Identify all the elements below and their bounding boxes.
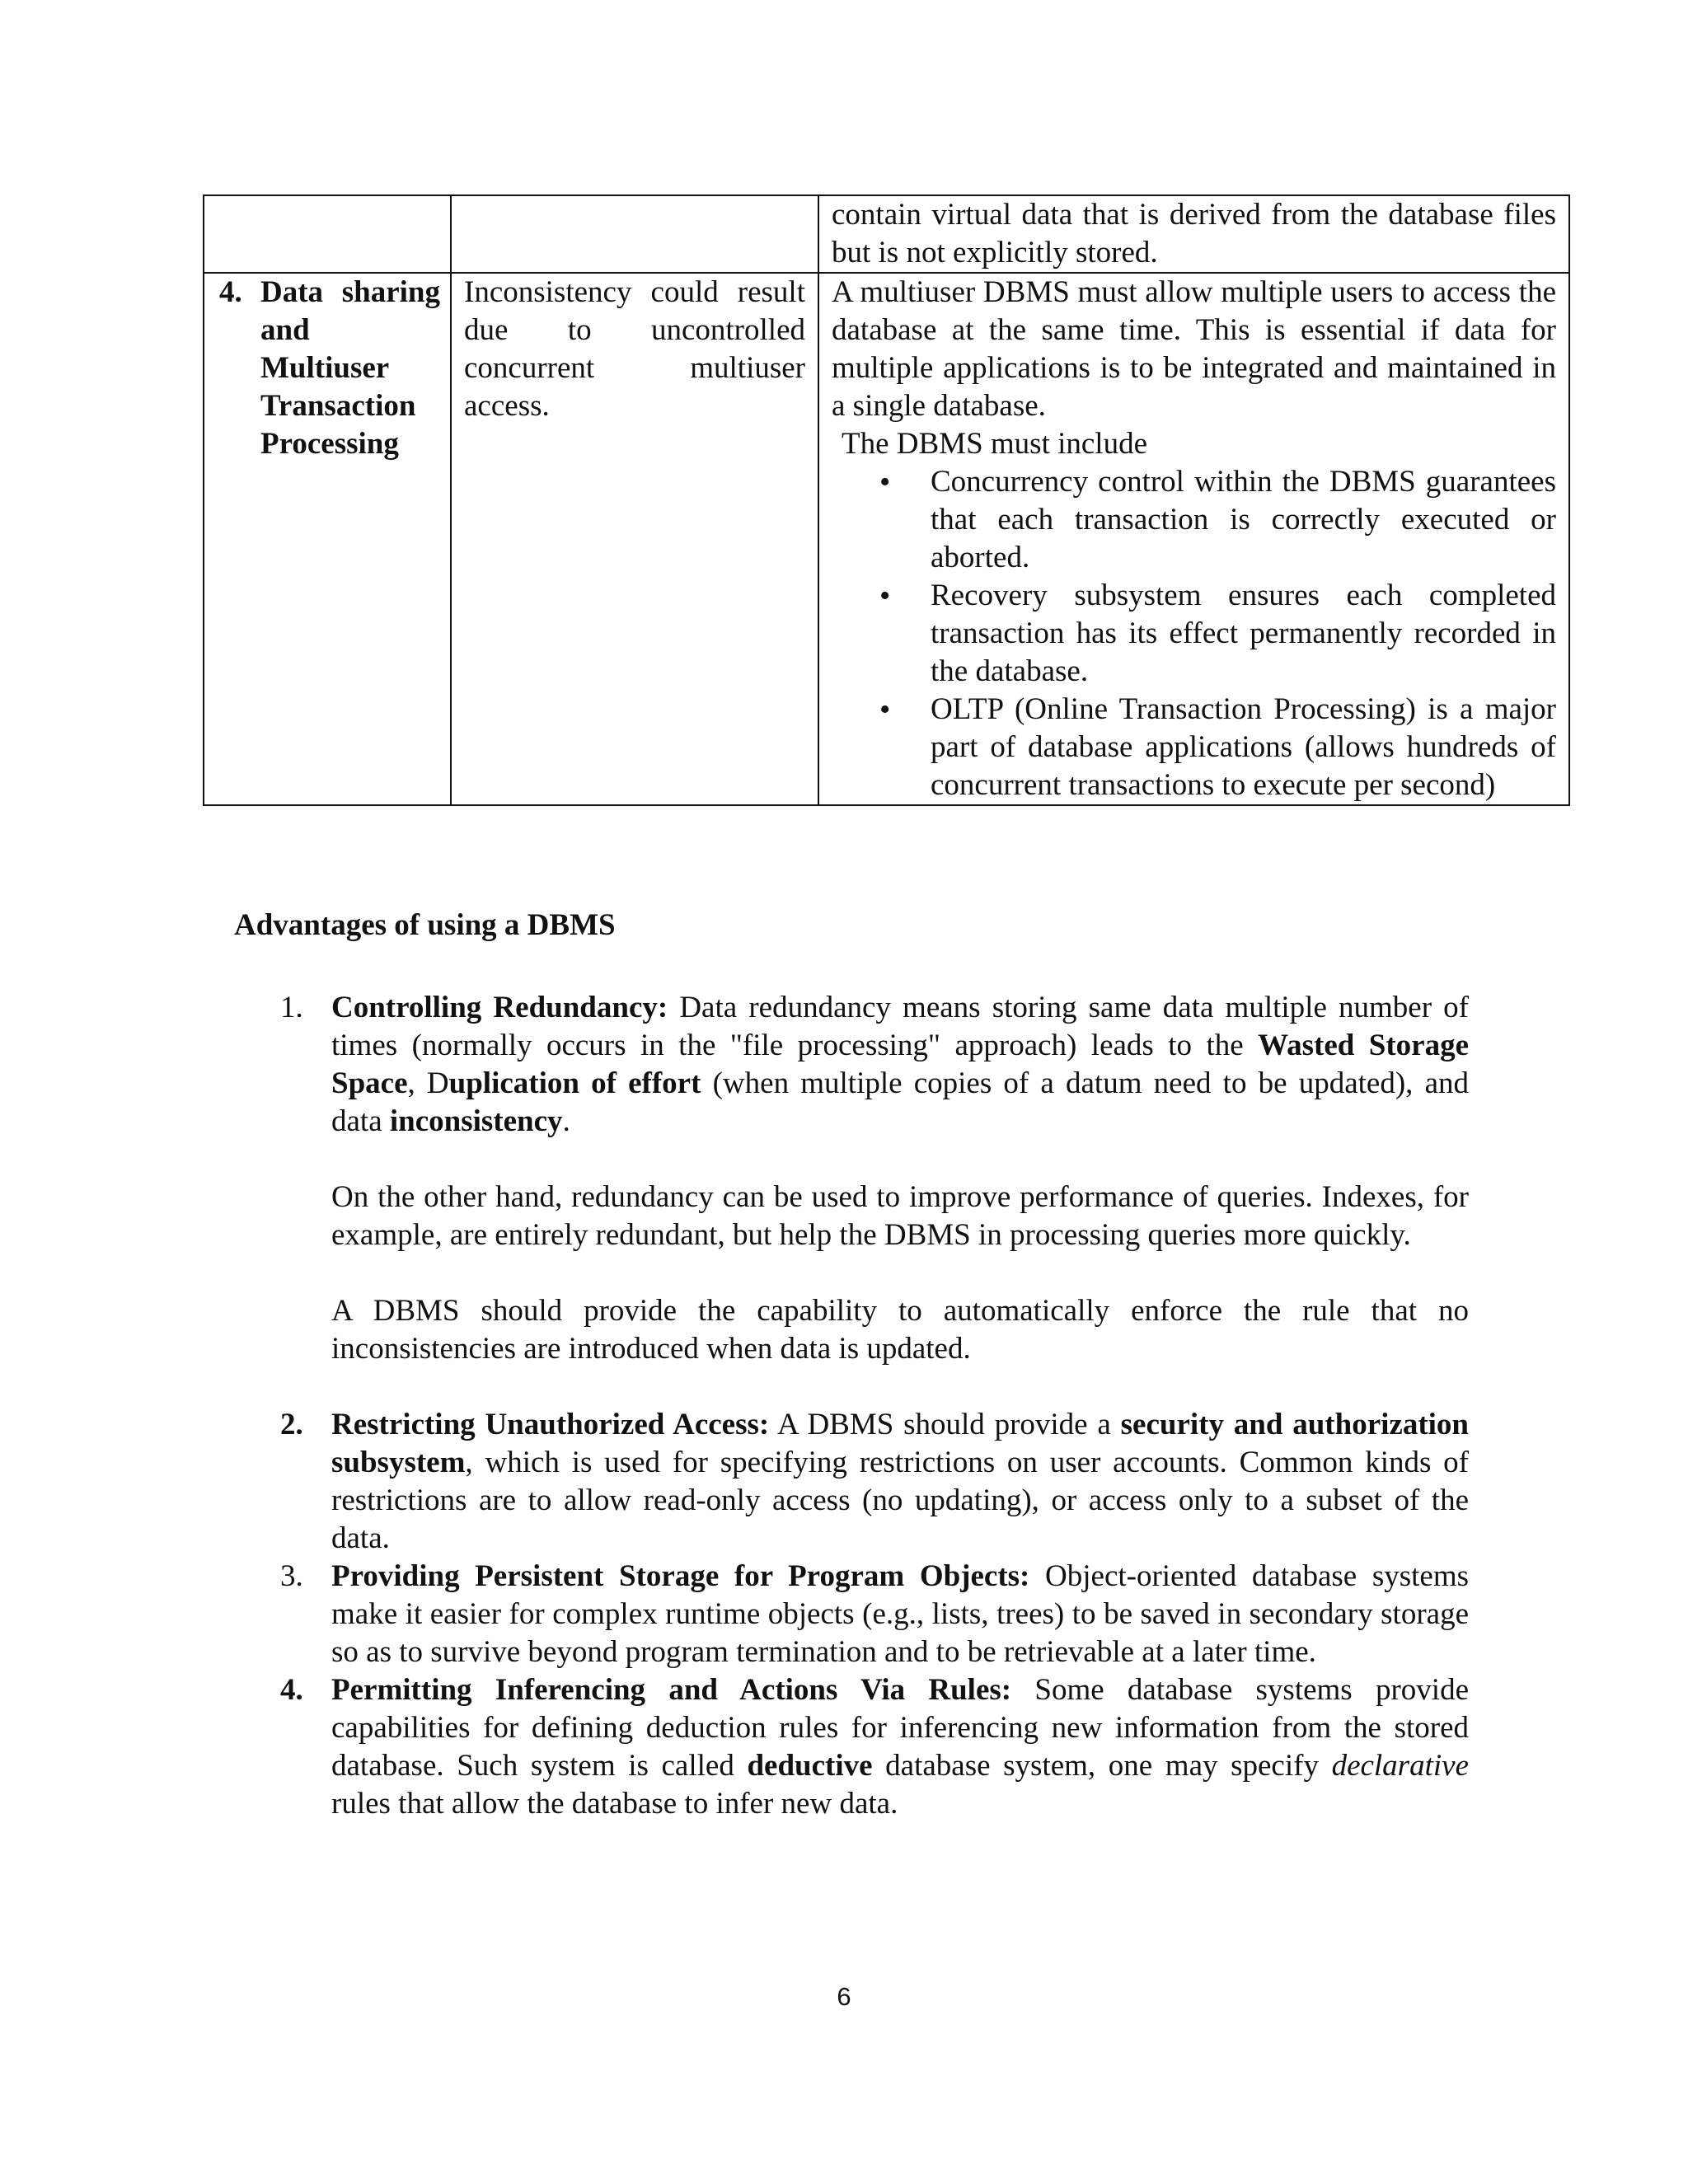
section-title: Advantages of using a DBMS [234,908,616,942]
item-text: A DBMS should provide a [769,1408,1121,1441]
item-title: Providing Persistent Storage for Program Objects: [331,1559,1030,1593]
list-item [280,1558,1470,1671]
item-paragraph: On the other hand, redundancy can be used to improve performance of queries. Indexes, for example, are entirely redundant, but help the DBMS in processing queries more quickly. [331,1180,1469,1252]
list-item: • OLTP (Online Transaction Processing) is a major part of database applications (allows hundreds of concurrent transactions to execute per second) [931,691,1556,804]
item-text: Object-oriented database systems make it easier for complex runtime objects (e.g., lists, trees) to be saved in secondary storage so as to survive beyond program termination and to be retrievable at a later time. [331,1559,1470,1669]
item-paragraph [331,1406,1469,1558]
solution-intro: A multiuser DBMS must allow multiple users to access the database at the same time. This is essential if data for multiple applications is to be integrated and maintained in a single database. [832,275,1556,423]
feature-number: 4. [219,275,242,309]
advantages-list [280,989,1470,1823]
item-text: . [562,1104,570,1138]
bold-term: security and authorization subsystem [331,1408,1469,1479]
item-paragraph [331,989,1469,1141]
item-number: 1. [280,991,303,1024]
list-item [280,1406,1469,1558]
item-text: (when multiple copies of a datum need to be updated), and data [331,1066,1469,1138]
bold-term: W [1258,1029,1287,1062]
table-cell-feature-empty [204,195,451,273]
item-title: Controlling Redundancy: [331,991,668,1024]
problem-text: Inconsistency could result due to uncontrolled concurrent multiuser access. [464,275,805,423]
item-number: 2. [280,1408,303,1441]
item-paragraph [331,1671,1469,1823]
table-cell-solution-continued [818,195,1569,273]
solution-bullet-list [832,463,1556,804]
feature-title: Data sharing and Multiuser Transaction Processing [260,275,440,461]
item-text: rules that allow the database to infer new data. [331,1787,898,1821]
bold-term: asted Storage Space [331,1029,1469,1100]
list-item [280,1671,1469,1823]
table-cell-feature [204,273,451,805]
italic-term: declarative [1331,1749,1469,1783]
table-row [204,195,1569,273]
item-text: , D [407,1066,449,1100]
bold-term: inconsistency [389,1104,563,1138]
bold-term: deductive [747,1749,873,1783]
item-paragraph: A DBMS should provide the capability to automatically enforce the rule that no inconsistencies are introduced when data is updated. [331,1294,1469,1366]
solution-continued-text: contain virtual data that is derived from the database files but is not explicitly stored. [832,198,1556,269]
item-text: , which is used for specifying restrictions on user accounts. Common kinds of restrictions are to allow read-only access (no updating), or access only to a subset of the data. [331,1446,1469,1555]
solution-must-include: The DBMS must include [842,427,1148,461]
table-cell-solution [818,273,1569,805]
item-text: Data redundancy means storing same data multiple number of times (normally occurs in the "file processing" approach) leads to the [331,991,1469,1062]
item-paragraph [331,1558,1469,1671]
list-item: • Recovery subsystem ensures each completed transaction has its effect permanently recorded in the database. [931,577,1556,691]
table-cell-problem [451,273,818,805]
item-number: 4. [280,1673,303,1707]
table-cell-problem-empty [451,195,818,273]
table-row [204,273,1569,805]
item-title: Restricting Unauthorized Access: [331,1408,770,1441]
comparison-table [203,194,1570,806]
page-number: 6 [837,1982,851,2011]
bold-term: uplication of effort [448,1066,701,1100]
item-text: Some database systems provide capabilities for defining deduction rules for inferencing new information from the stored database. Such system is called [331,1673,1469,1783]
item-text: database system, one may specify [872,1749,1332,1783]
item-number: 3. [280,1559,303,1593]
list-item [280,989,1469,1368]
list-item: • Concurrency control within the DBMS guarantees that each transaction is correctly executed or aborted. [931,463,1556,577]
item-title: Permitting Inferencing and Actions Via Rules: [331,1673,1012,1707]
